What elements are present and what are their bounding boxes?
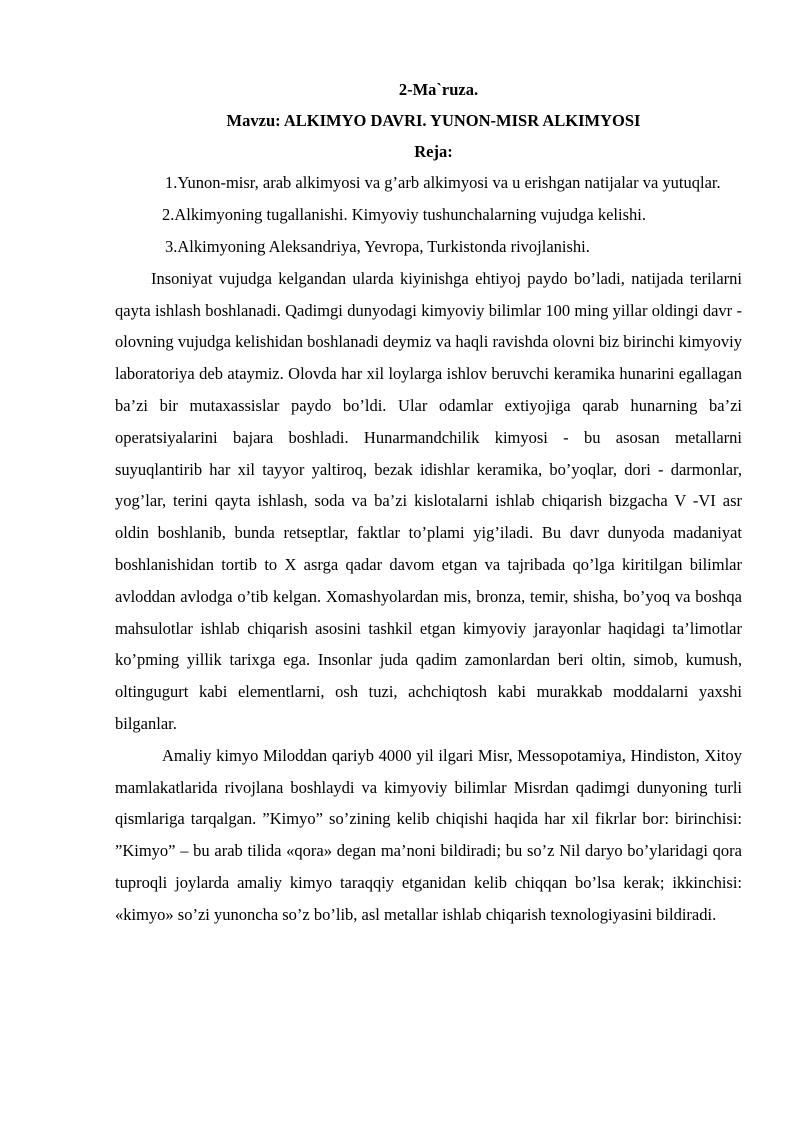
document-page	[115, 74, 742, 931]
plan-item-2: 2.Alkimyoning tugallanishi. Kimyoviy tushunchalarning vujudga kelishi.	[162, 204, 646, 224]
plan-item-1: 1.Yunon-misr, arab alkimyosi va g’arb alkimyosi va u erishgan natijalar va yutuqlar.	[165, 173, 721, 192]
body-paragraph-1: Insoniyat vujudga kelgandan ularda kiyinishga ehtiyoj paydo bo’ladi, natijada terilarni qayta ishlash boshlanadi. Qadimgi dunyodagi kimyoviy bilimlar 100 ming yillar oldingi davr - olovning vujudga kelishidan boshlanadi deymiz va haqli ravishda olovni biz birinchi kimyoviy laboratoriya deb ataymiz. Olovda har xil loylarga ishlov beruvchi keramika hunarini egallagan ba’zi bir mutaxassislar paydo bo’ldi. Ular odamlar extiyojiga qarab hunarning ba’zi operatsiyalarini bajara boshladi. Hunarmandchilik kimyosi - bu asosan metallarni suyuqlantirib har xil tayyor yaltiroq, bezak idishlar keramika, bo’yoqlar, dori - darmonlar, yog’lar, terini qayta ishlash, soda va ba’zi kislotalarni ishlab chiqarish bizgacha V -VI asr oldin boshlanib, bunda retseptlar, faktlar to’plami yig’iladi. Bu davr dunyoda madaniyat boshlanishidan tortib to X asrga qadar davom etgan va tajribada qo’lga kiritilgan bilimlar avloddan avlodga o’tib kelgan. Xomashyolardan mis, bronza, temir, shisha, bo’yoq va boshqa mahsulotlar ishlab chiqarish asosini tashkil etgan kimyoviy jarayonlar haqidagi ta’limotlar ko’pming yillik tarixga ega. Insonlar juda qadim zamonlardan beri oltin, simob, kumush, oltingugurt kabi elementlarni, osh tuzi, achchiqtosh kabi murakkab moddalarni yaxshi bilganlar.	[115, 268, 742, 733]
lecture-topic: Mavzu: ALKIMYO DAVRI. YUNON-MISR ALKIMYOSI	[226, 111, 641, 130]
plan-item-3: 3.Alkimyoning Aleksandriya, Yevropa, Turkistonda rivojlanishi.	[165, 236, 590, 256]
lecture-title: 2-Ma`ruza.	[398, 80, 479, 99]
body-paragraph-2: Amaliy kimyo Miloddan qariyb 4000 yil ilgari Misr, Messopotamiya, Hindiston, Xitoy mamlakatlarida rivojlana boshlaydi va kimyoviy bilimlar Misrdan qadimgi dunyoning turli qismlariga tarqalgan. ”Kimyo” so’zining kelib chiqishi haqida har xil fikrlar bor: birinchisi: ”Kimyo” – bu arab tilida «qora» degan ma’noni bildiradi; bu so’z Nil daryo bo’ylaridagi qora tuproqli joylarda amaliy kimyo taraqqiy etganidan kelib chiqqan bo’lsa kerak; ikkinchisi: «kimyo» so’zi yunoncha so’z bo’lib, asl metallar ishlab chiqarish texnologiyasini bildiradi.	[115, 745, 742, 924]
plan-heading: Reja:	[414, 142, 453, 161]
